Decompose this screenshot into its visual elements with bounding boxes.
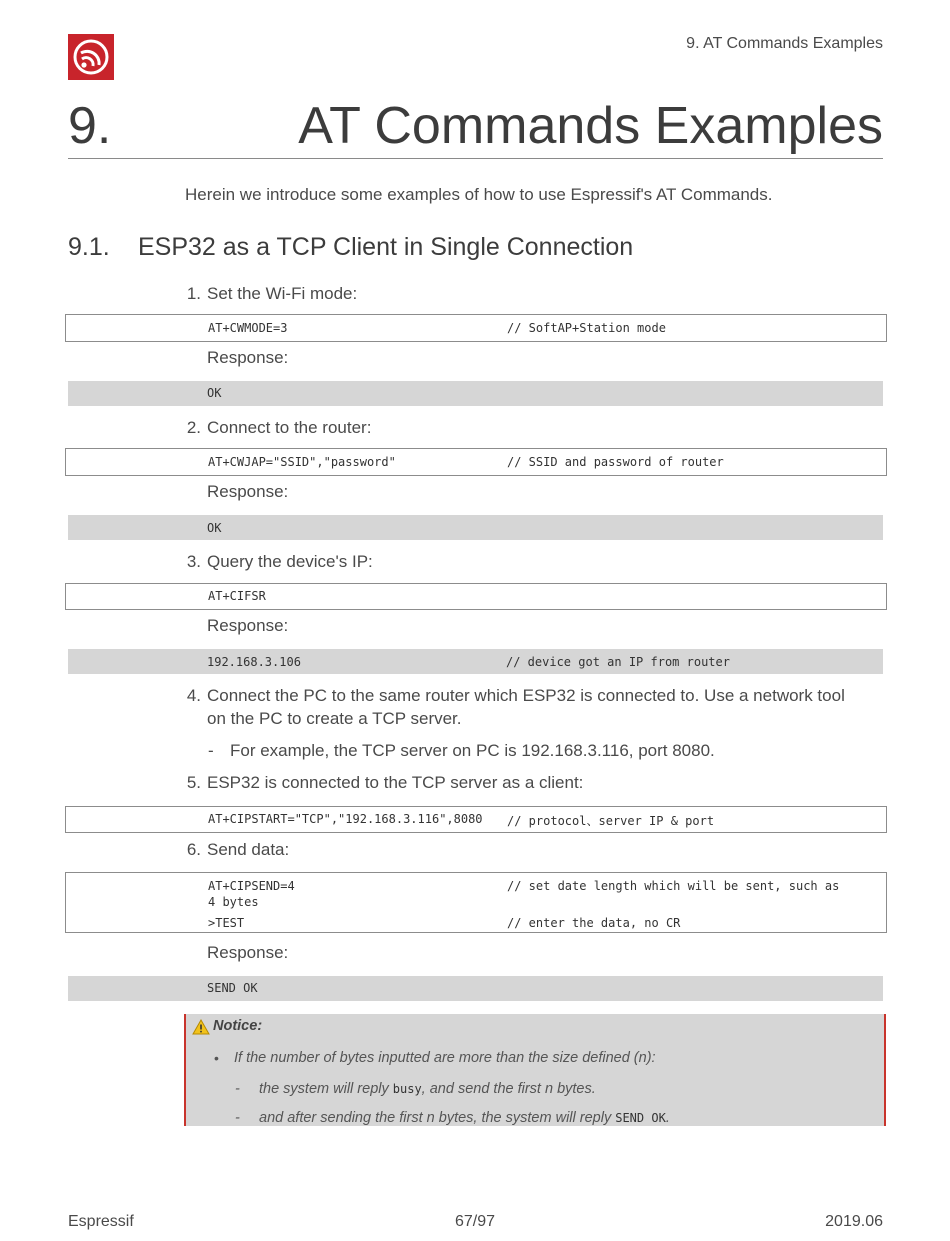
code-command: AT+CIPSTART="TCP","192.168.3.116",8080 bbox=[208, 812, 483, 826]
footer-company: Espressif bbox=[68, 1213, 134, 1230]
sub-item-dash: - bbox=[235, 1110, 240, 1126]
step-number: 3. bbox=[186, 552, 201, 571]
code-block-command bbox=[65, 314, 887, 342]
code-comment: // enter the data, no CR bbox=[507, 916, 681, 930]
step-text: Connect to the router: bbox=[207, 418, 372, 437]
code-command: >TEST bbox=[208, 916, 245, 930]
step-number: 5. bbox=[186, 773, 201, 792]
response-label: Response: bbox=[207, 482, 289, 501]
step-number: 6. bbox=[186, 840, 201, 859]
code-comment: // set date length which will be sent, such as bbox=[507, 879, 840, 893]
response-label: Response: bbox=[207, 943, 289, 962]
sub-item-dash: - bbox=[208, 741, 214, 760]
bullet-dot: • bbox=[214, 1050, 219, 1066]
notice-box bbox=[184, 1014, 886, 1126]
intro-paragraph: Herein we introduce some examples of how to use Espressif's AT Commands. bbox=[185, 185, 773, 204]
code-comment-continuation: 4 bytes bbox=[208, 895, 259, 909]
code-output: SEND OK bbox=[207, 981, 258, 995]
warning-icon bbox=[192, 1019, 210, 1040]
title-rule bbox=[68, 158, 883, 159]
code-block-output bbox=[68, 515, 883, 540]
code-command: AT+CWMODE=3 bbox=[208, 321, 288, 335]
step-text: Query the device's IP: bbox=[207, 552, 373, 571]
code-block-output bbox=[68, 976, 883, 1001]
code-comment: // protocol、server IP & port bbox=[507, 814, 715, 828]
chapter-number: 9. bbox=[68, 97, 112, 155]
section-title: ESP32 as a TCP Client in Single Connection bbox=[138, 233, 634, 261]
code-comment: // device got an IP from router bbox=[506, 655, 730, 669]
code-output: OK bbox=[207, 386, 222, 400]
code-block-output bbox=[68, 381, 883, 406]
notice-item: the system will reply busy, and send the first n bytes. bbox=[259, 1081, 596, 1097]
step-text-line-2: on the PC to create a TCP server. bbox=[207, 709, 462, 728]
running-header: 9. AT Commands Examples bbox=[686, 35, 883, 52]
code-block-command bbox=[65, 806, 887, 833]
code-command: AT+CWJAP="SSID","password" bbox=[208, 455, 396, 469]
step-text: Set the Wi-Fi mode: bbox=[207, 284, 358, 303]
notice-bullet-text: If the number of bytes inputted are more than the size defined (n): bbox=[234, 1050, 656, 1066]
code-command: AT+CIFSR bbox=[208, 589, 266, 603]
footer-date: 2019.06 bbox=[825, 1213, 883, 1230]
step-number: 1. bbox=[186, 284, 201, 303]
notice-title: Notice: bbox=[213, 1018, 263, 1034]
footer-page-number: 67/97 bbox=[454, 1213, 496, 1230]
code-comment: // SSID and password of router bbox=[507, 455, 724, 469]
code-block-command bbox=[65, 583, 887, 610]
response-label: Response: bbox=[207, 348, 289, 367]
inline-code: busy bbox=[392, 1082, 422, 1096]
step-text: Send data: bbox=[207, 840, 290, 859]
notice-item: and after sending the first n bytes, the system will reply SEND OK. bbox=[259, 1110, 670, 1126]
code-block-output bbox=[68, 649, 883, 674]
sub-item-text: For example, the TCP server on PC is 192.168.3.116, port 8080. bbox=[230, 741, 715, 760]
chapter-title: AT Commands Examples bbox=[298, 97, 883, 155]
code-block-command bbox=[65, 448, 887, 476]
code-output: OK bbox=[207, 521, 222, 535]
inline-code: SEND OK bbox=[615, 1111, 666, 1125]
code-output: 192.168.3.106 bbox=[207, 655, 301, 669]
step-number: 2. bbox=[186, 418, 201, 437]
sub-item-dash: - bbox=[235, 1081, 240, 1097]
section-number: 9.1. bbox=[68, 233, 110, 261]
step-text-line-1: Connect the PC to the same router which ESP32 is connected to. Use a network tool bbox=[207, 686, 845, 705]
response-label: Response: bbox=[207, 616, 289, 635]
code-comment: // SoftAP+Station mode bbox=[507, 321, 666, 335]
step-text: ESP32 is connected to the TCP server as a client: bbox=[207, 773, 584, 792]
step-number: 4. bbox=[186, 686, 201, 705]
code-block-command bbox=[65, 872, 887, 933]
code-command: AT+CIPSEND=4 bbox=[208, 879, 295, 893]
espressif-logo-icon bbox=[68, 34, 114, 80]
